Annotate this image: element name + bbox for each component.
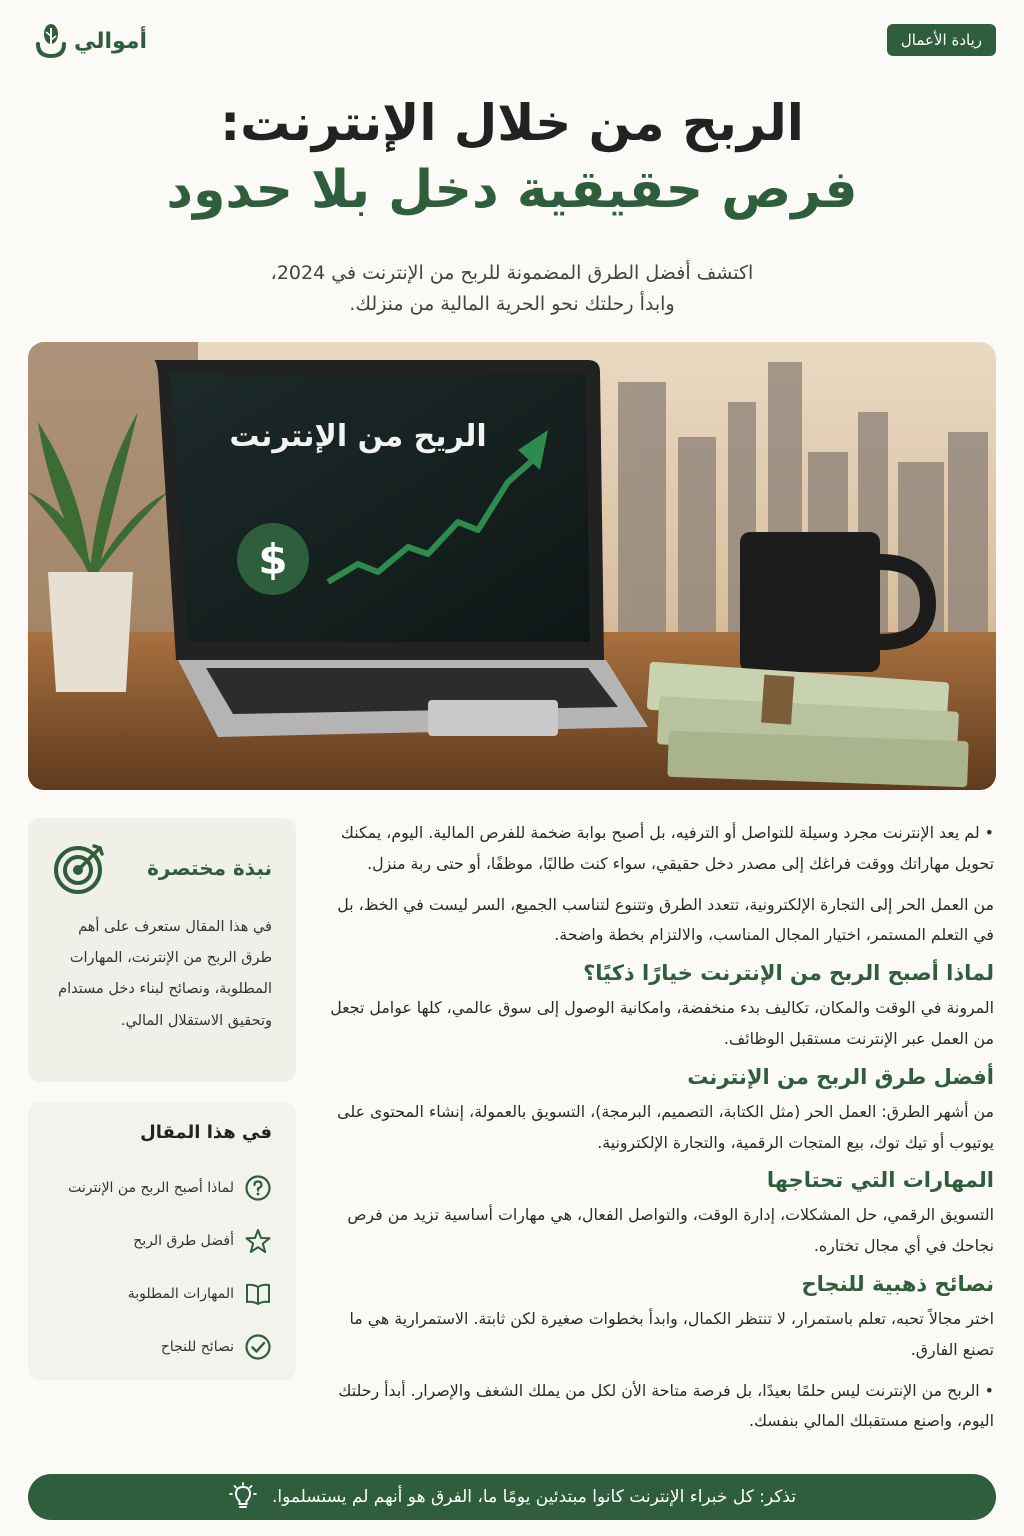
- toc-item-label: لماذا أصبح الربح من الإنترنت: [68, 1179, 234, 1196]
- toc-item-label: المهارات المطلوبة: [127, 1285, 234, 1302]
- intro-paragraph-2: من العمل الحر إلى التجارة الإلكترونية، تتعدد الطرق وتتنوع لتناسب الجميع، السر ليست في الخظ، بل في التعلم المستمر، اختيار المجال المناسب، والالتزام بخطة واضحة.: [337, 894, 994, 945]
- brand-logo-link[interactable]: [34, 22, 147, 60]
- article-body: [322, 818, 994, 1447]
- article-subtitle: [160, 258, 864, 321]
- question-icon: [244, 1174, 272, 1202]
- headline-line-2: فرص حقيقية دخل بلا حدود: [166, 159, 858, 220]
- toc-title: في هذا المقال: [140, 1122, 272, 1143]
- section-heading-methods: أفضل طرق الربح من الإنترنت: [687, 1064, 994, 1089]
- section-text-skills: التسويق الرقمي، حل المشكلات، إدارة الوقت، والتواصل الفعال، هي مهارات أساسية تزيد من فرص نجاحك في أي مجال تختاره.: [347, 1205, 994, 1256]
- toc-list: [52, 1161, 272, 1373]
- summary-title: نبذة مختصرة: [147, 856, 272, 880]
- section-text-why: المرونة في الوقت والمكان، تكاليف بدء منخفضة، وامكانية الوصول إلى سوق عالمي، كلها عوامل تجعل من العمل عبر الإنترنت مستقبل الوظائف.: [330, 998, 994, 1048]
- target-icon: [52, 840, 108, 896]
- section-text-tips: اختر مجالاً تحبه، تعلم باستمرار، لا تنتظر الكمال، وابدأ بخطوات صغيرة لكن ثابتة. الاستمرارية هي ما تصنع الفارق.: [349, 1308, 994, 1359]
- screen-title: الريح من الإنترنت: [229, 419, 487, 454]
- subtitle-line-2: وابدأ رحلتك نحو الحرية المالية من منزلك.: [349, 293, 675, 316]
- top-bar: [34, 22, 996, 62]
- category-badge[interactable]: ريادة الأعمال: [887, 24, 996, 56]
- toc-item-tips[interactable]: [52, 1320, 272, 1373]
- star-icon: [244, 1227, 272, 1255]
- summary-card: [28, 818, 296, 1082]
- summary-text: في هذا المقال ستعرف على أهم طرق الربح من الإنترنت، المهارات المطلوبة، ونصائح لبناء دخل مستدام وتحقيق الاستقلال المالي.: [58, 919, 272, 1029]
- section-heading-why: لماذا أصبح الربح من الإنترنت خيارًا ذكيًا؟: [583, 961, 994, 986]
- closing-paragraph: • الربح من الإنترنت ليس حلمًا بعيدًا، بل فرصة متاحة الأن لكل من يملك الشغف والإصرار. أبدأ رحلتك اليوم، واصنع مستقبلك المالي بنفسك.: [322, 1376, 994, 1438]
- brand-name: أموالي: [74, 28, 148, 54]
- book-icon: [244, 1280, 272, 1308]
- table-of-contents: [28, 1102, 296, 1380]
- dollar-icon: $: [258, 535, 288, 584]
- tip-text: تذكر: كل خبراء الإنترنت كانوا مبتدئين يومًا ما، الفرق هو أنهم لم يستسلموا.: [271, 1487, 797, 1507]
- summary-header: [52, 840, 272, 896]
- check-circle-icon: [244, 1333, 272, 1361]
- lightbulb-icon: [228, 1482, 258, 1512]
- intro-paragraph-1: • لم يعد الإنترنت مجرد وسيلة للتواصل أو الترفيه، بل أصبح بوابة ضخمة للفرص المالية. اليوم، يمكنك تحويل مهاراتك ووقت فراغك إلى مصدر دخل حقيقي، سواء كنت طالبًا، موظفًا، أو حتى ربة منزل.: [322, 818, 994, 880]
- article-headline: [40, 92, 984, 225]
- leaf-logo-icon: [34, 22, 68, 60]
- toc-item-methods[interactable]: [52, 1214, 272, 1267]
- section-heading-skills: المهارات التي تحتاجها: [766, 1168, 994, 1193]
- toc-item-label: نصائح للنجاح: [160, 1338, 234, 1355]
- section-text-methods: من أشهر الطرق: العمل الحر (مثل الكتابة، التصميم، البرمجة)، التسويق بالعمولة، إنشاء المحتوى على يوتيوب أو تيك توك، بيع المتجات الرقمية، والتجارة الإلكترونية.: [337, 1101, 994, 1152]
- toc-item-label: أفضل طرق الربح: [133, 1232, 234, 1249]
- hero-image: [28, 342, 996, 790]
- headline-line-1: الربح من خلال الإنترنت:: [220, 94, 804, 152]
- toc-item-why[interactable]: [52, 1161, 272, 1214]
- section-heading-tips: نصائح ذهبية للنجاح: [801, 1271, 994, 1296]
- subtitle-line-1: اكتشف أفضل الطرق المضمونة للربح من الإنترنت في 2024،: [270, 262, 754, 284]
- toc-item-skills[interactable]: [52, 1267, 272, 1320]
- tip-banner: [28, 1474, 996, 1520]
